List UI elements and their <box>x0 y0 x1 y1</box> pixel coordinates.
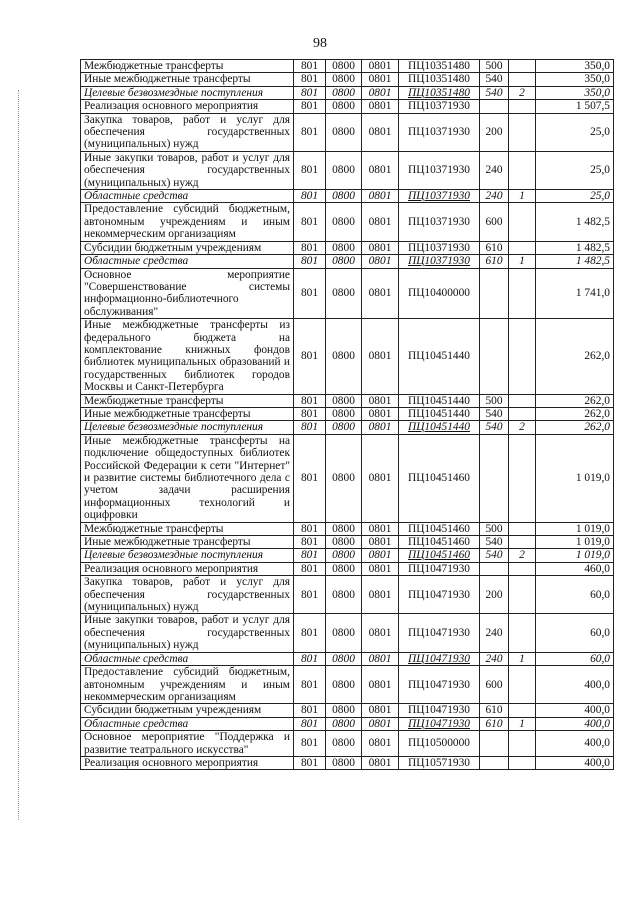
cell-source <box>509 203 536 241</box>
cell-source <box>509 60 536 73</box>
cell-grbs: 801 <box>294 319 326 394</box>
cell-amount: 400,0 <box>536 731 614 757</box>
cell-target-article: ПЦ10351480 <box>399 60 480 73</box>
cell-expense-type <box>480 756 509 769</box>
cell-amount: 25,0 <box>536 113 614 151</box>
cell-target-article: ПЦ10471930 <box>399 666 480 704</box>
cell-source: 2 <box>509 549 536 562</box>
cell-amount: 400,0 <box>536 704 614 717</box>
cell-amount: 1 019,0 <box>536 549 614 562</box>
cell-expense-type: 500 <box>480 60 509 73</box>
cell-grbs: 801 <box>294 536 326 549</box>
cell-amount: 25,0 <box>536 151 614 189</box>
cell-grbs: 801 <box>294 576 326 614</box>
cell-target-article: ПЦ10371930 <box>399 241 480 254</box>
table-row <box>81 394 614 407</box>
cell-grbs: 801 <box>294 434 326 522</box>
cell-amount: 262,0 <box>536 394 614 407</box>
cell-section: 0800 <box>326 241 362 254</box>
cell-grbs: 801 <box>294 100 326 113</box>
cell-subsection: 0801 <box>362 704 399 717</box>
table-row <box>81 190 614 203</box>
cell-subsection: 0801 <box>362 576 399 614</box>
cell-source <box>509 614 536 652</box>
cell-name: Реализация основного мероприятия <box>81 100 294 113</box>
table-row <box>81 100 614 113</box>
cell-name: Иные межбюджетные трансферты <box>81 407 294 420</box>
cell-target-article: ПЦ10351480 <box>399 73 480 86</box>
cell-section: 0800 <box>326 756 362 769</box>
cell-amount: 1 482,5 <box>536 255 614 268</box>
cell-section: 0800 <box>326 614 362 652</box>
cell-target-article: ПЦ10371930 <box>399 190 480 203</box>
cell-name: Межбюджетные трансферты <box>81 60 294 73</box>
cell-grbs: 801 <box>294 731 326 757</box>
cell-expense-type: 610 <box>480 241 509 254</box>
table-row <box>81 241 614 254</box>
table-row <box>81 268 614 319</box>
cell-source: 1 <box>509 255 536 268</box>
cell-amount: 350,0 <box>536 73 614 86</box>
cell-source <box>509 576 536 614</box>
cell-name: Целевые безвозмездные поступления <box>81 421 294 434</box>
cell-section: 0800 <box>326 731 362 757</box>
cell-expense-type: 600 <box>480 666 509 704</box>
cell-target-article: ПЦ10471930 <box>399 704 480 717</box>
cell-source <box>509 434 536 522</box>
cell-target-article: ПЦ10451440 <box>399 407 480 420</box>
cell-grbs: 801 <box>294 652 326 665</box>
cell-name: Реализация основного мероприятия <box>81 756 294 769</box>
cell-name: Субсидии бюджетным учреждениям <box>81 704 294 717</box>
cell-target-article: ПЦ10451440 <box>399 421 480 434</box>
cell-expense-type: 200 <box>480 576 509 614</box>
cell-section: 0800 <box>326 86 362 99</box>
cell-section: 0800 <box>326 319 362 394</box>
cell-expense-type: 610 <box>480 255 509 268</box>
cell-target-article: ПЦ10371930 <box>399 203 480 241</box>
cell-target-article: ПЦ10451440 <box>399 394 480 407</box>
cell-section: 0800 <box>326 190 362 203</box>
table-row <box>81 255 614 268</box>
cell-amount: 400,0 <box>536 717 614 730</box>
cell-amount: 60,0 <box>536 614 614 652</box>
cell-grbs: 801 <box>294 666 326 704</box>
table-row <box>81 549 614 562</box>
cell-name: Предоставление субсидий бюджетным, автономным учреждениям и иным некоммерческим организациям <box>81 203 294 241</box>
cell-subsection: 0801 <box>362 60 399 73</box>
cell-source <box>509 113 536 151</box>
table-row <box>81 576 614 614</box>
cell-subsection: 0801 <box>362 549 399 562</box>
cell-source <box>509 268 536 319</box>
cell-amount: 350,0 <box>536 86 614 99</box>
cell-name: Областные средства <box>81 717 294 730</box>
table-row <box>81 652 614 665</box>
cell-subsection: 0801 <box>362 562 399 575</box>
cell-name: Иные межбюджетные трансферты <box>81 536 294 549</box>
cell-target-article: ПЦ10451460 <box>399 522 480 535</box>
cell-section: 0800 <box>326 60 362 73</box>
table-row <box>81 319 614 394</box>
cell-amount: 400,0 <box>536 756 614 769</box>
cell-grbs: 801 <box>294 421 326 434</box>
cell-subsection: 0801 <box>362 268 399 319</box>
table-row <box>81 151 614 189</box>
table-row <box>81 60 614 73</box>
cell-subsection: 0801 <box>362 190 399 203</box>
cell-grbs: 801 <box>294 549 326 562</box>
cell-source: 1 <box>509 652 536 665</box>
cell-expense-type <box>480 268 509 319</box>
cell-grbs: 801 <box>294 241 326 254</box>
cell-source: 2 <box>509 421 536 434</box>
cell-name: Иные межбюджетные трансферты на подключение общедоступных библиотек Российской Федерации к сети "Интернет" и развитие системы библиотечного дела с учетом задачи расширения информационных технологий и оцифровки <box>81 434 294 522</box>
cell-expense-type: 200 <box>480 113 509 151</box>
cell-amount: 1 019,0 <box>536 536 614 549</box>
cell-section: 0800 <box>326 576 362 614</box>
cell-source <box>509 319 536 394</box>
cell-target-article: ПЦ10451460 <box>399 434 480 522</box>
cell-name: Целевые безвозмездные поступления <box>81 549 294 562</box>
cell-target-article: ПЦ10451440 <box>399 319 480 394</box>
cell-source <box>509 394 536 407</box>
cell-expense-type: 610 <box>480 704 509 717</box>
cell-grbs: 801 <box>294 522 326 535</box>
cell-expense-type: 610 <box>480 717 509 730</box>
cell-subsection: 0801 <box>362 113 399 151</box>
cell-amount: 1 482,5 <box>536 241 614 254</box>
cell-name: Закупка товаров, работ и услуг для обеспечения государственных (муниципальных) нужд <box>81 576 294 614</box>
cell-amount: 25,0 <box>536 190 614 203</box>
cell-target-article: ПЦ10400000 <box>399 268 480 319</box>
cell-grbs: 801 <box>294 113 326 151</box>
cell-name: Межбюджетные трансферты <box>81 522 294 535</box>
cell-grbs: 801 <box>294 562 326 575</box>
table-row <box>81 666 614 704</box>
cell-grbs: 801 <box>294 394 326 407</box>
cell-subsection: 0801 <box>362 73 399 86</box>
cell-amount: 262,0 <box>536 407 614 420</box>
cell-section: 0800 <box>326 434 362 522</box>
cell-expense-type <box>480 100 509 113</box>
cell-name: Иные закупки товаров, работ и услуг для обеспечения государственных (муниципальных) нужд <box>81 614 294 652</box>
binding-margin-line <box>18 90 20 820</box>
cell-section: 0800 <box>326 562 362 575</box>
cell-grbs: 801 <box>294 60 326 73</box>
cell-target-article: ПЦ10371930 <box>399 151 480 189</box>
cell-subsection: 0801 <box>362 434 399 522</box>
cell-source <box>509 241 536 254</box>
cell-section: 0800 <box>326 549 362 562</box>
cell-amount: 262,0 <box>536 421 614 434</box>
cell-name: Иные межбюджетные трансферты <box>81 73 294 86</box>
cell-target-article: ПЦ10471930 <box>399 652 480 665</box>
cell-subsection: 0801 <box>362 652 399 665</box>
cell-name: Субсидии бюджетным учреждениям <box>81 241 294 254</box>
cell-name: Областные средства <box>81 652 294 665</box>
cell-target-article: ПЦ10471930 <box>399 576 480 614</box>
table-row <box>81 407 614 420</box>
cell-amount: 1 482,5 <box>536 203 614 241</box>
cell-source <box>509 731 536 757</box>
cell-source <box>509 522 536 535</box>
cell-subsection: 0801 <box>362 421 399 434</box>
table-row <box>81 73 614 86</box>
cell-source <box>509 756 536 769</box>
cell-grbs: 801 <box>294 704 326 717</box>
cell-section: 0800 <box>326 522 362 535</box>
cell-source <box>509 100 536 113</box>
cell-expense-type: 600 <box>480 203 509 241</box>
budget-table <box>80 59 614 770</box>
cell-subsection: 0801 <box>362 536 399 549</box>
cell-subsection: 0801 <box>362 241 399 254</box>
cell-source: 2 <box>509 86 536 99</box>
cell-grbs: 801 <box>294 73 326 86</box>
cell-expense-type: 540 <box>480 421 509 434</box>
cell-section: 0800 <box>326 717 362 730</box>
cell-subsection: 0801 <box>362 522 399 535</box>
cell-section: 0800 <box>326 73 362 86</box>
cell-expense-type <box>480 562 509 575</box>
cell-expense-type: 540 <box>480 86 509 99</box>
page-number: 98 <box>313 36 327 51</box>
cell-expense-type <box>480 731 509 757</box>
table-row <box>81 562 614 575</box>
cell-grbs: 801 <box>294 151 326 189</box>
cell-source: 1 <box>509 717 536 730</box>
cell-name: Целевые безвозмездные поступления <box>81 86 294 99</box>
cell-section: 0800 <box>326 421 362 434</box>
cell-target-article: ПЦ10451460 <box>399 536 480 549</box>
cell-section: 0800 <box>326 151 362 189</box>
cell-grbs: 801 <box>294 614 326 652</box>
cell-subsection: 0801 <box>362 666 399 704</box>
cell-name: Иные межбюджетные трансферты из федерального бюджета на комплектование книжных фондов библиотек муниципальных образований и государственных библиотек городов Москвы и Санкт-Петербурга <box>81 319 294 394</box>
cell-subsection: 0801 <box>362 319 399 394</box>
cell-section: 0800 <box>326 536 362 549</box>
cell-name: Предоставление субсидий бюджетным, автономным учреждениям и иным некоммерческим организациям <box>81 666 294 704</box>
table-row <box>81 113 614 151</box>
cell-subsection: 0801 <box>362 717 399 730</box>
cell-source <box>509 73 536 86</box>
cell-target-article: ПЦ10351480 <box>399 86 480 99</box>
cell-amount: 1 507,5 <box>536 100 614 113</box>
cell-section: 0800 <box>326 268 362 319</box>
cell-amount: 460,0 <box>536 562 614 575</box>
cell-expense-type: 540 <box>480 549 509 562</box>
table-row <box>81 434 614 522</box>
cell-section: 0800 <box>326 704 362 717</box>
cell-expense-type: 540 <box>480 407 509 420</box>
cell-subsection: 0801 <box>362 203 399 241</box>
cell-source <box>509 562 536 575</box>
cell-target-article: ПЦ10571930 <box>399 756 480 769</box>
cell-source <box>509 704 536 717</box>
cell-source <box>509 407 536 420</box>
cell-grbs: 801 <box>294 407 326 420</box>
cell-grbs: 801 <box>294 86 326 99</box>
cell-target-article: ПЦ10471930 <box>399 562 480 575</box>
cell-expense-type: 540 <box>480 536 509 549</box>
cell-expense-type: 240 <box>480 652 509 665</box>
cell-source <box>509 666 536 704</box>
cell-expense-type: 240 <box>480 614 509 652</box>
cell-expense-type: 240 <box>480 151 509 189</box>
cell-target-article: ПЦ10500000 <box>399 731 480 757</box>
cell-section: 0800 <box>326 203 362 241</box>
cell-expense-type <box>480 319 509 394</box>
cell-target-article: ПЦ10371930 <box>399 100 480 113</box>
cell-amount: 1 741,0 <box>536 268 614 319</box>
cell-section: 0800 <box>326 113 362 151</box>
cell-amount: 60,0 <box>536 576 614 614</box>
cell-target-article: ПЦ10451460 <box>399 549 480 562</box>
cell-section: 0800 <box>326 666 362 704</box>
cell-grbs: 801 <box>294 203 326 241</box>
cell-subsection: 0801 <box>362 614 399 652</box>
table-row <box>81 731 614 757</box>
cell-grbs: 801 <box>294 717 326 730</box>
cell-expense-type: 500 <box>480 522 509 535</box>
table-row <box>81 536 614 549</box>
cell-name: Основное мероприятие "Совершенствование системы информационно-библиотечного обслуживания" <box>81 268 294 319</box>
table-row <box>81 522 614 535</box>
cell-subsection: 0801 <box>362 394 399 407</box>
table-row <box>81 717 614 730</box>
cell-subsection: 0801 <box>362 407 399 420</box>
cell-source <box>509 151 536 189</box>
cell-source <box>509 536 536 549</box>
table-row <box>81 704 614 717</box>
cell-subsection: 0801 <box>362 86 399 99</box>
cell-name: Иные закупки товаров, работ и услуг для обеспечения государственных (муниципальных) нужд <box>81 151 294 189</box>
cell-amount: 350,0 <box>536 60 614 73</box>
cell-target-article: ПЦ10471930 <box>399 614 480 652</box>
table-row <box>81 421 614 434</box>
cell-section: 0800 <box>326 652 362 665</box>
cell-grbs: 801 <box>294 756 326 769</box>
cell-subsection: 0801 <box>362 756 399 769</box>
cell-amount: 60,0 <box>536 652 614 665</box>
cell-section: 0800 <box>326 407 362 420</box>
cell-grbs: 801 <box>294 268 326 319</box>
cell-name: Закупка товаров, работ и услуг для обеспечения государственных (муниципальных) нужд <box>81 113 294 151</box>
cell-name: Областные средства <box>81 190 294 203</box>
cell-name: Межбюджетные трансферты <box>81 394 294 407</box>
cell-section: 0800 <box>326 100 362 113</box>
cell-expense-type: 500 <box>480 394 509 407</box>
table-row <box>81 614 614 652</box>
table-row <box>81 203 614 241</box>
cell-grbs: 801 <box>294 190 326 203</box>
cell-target-article: ПЦ10371930 <box>399 255 480 268</box>
cell-amount: 1 019,0 <box>536 434 614 522</box>
cell-name: Основное мероприятие "Поддержка и развитие театрального искусства" <box>81 731 294 757</box>
cell-expense-type: 540 <box>480 73 509 86</box>
cell-grbs: 801 <box>294 255 326 268</box>
table-row <box>81 86 614 99</box>
cell-expense-type <box>480 434 509 522</box>
cell-source: 1 <box>509 190 536 203</box>
cell-target-article: ПЦ10371930 <box>399 113 480 151</box>
cell-amount: 262,0 <box>536 319 614 394</box>
cell-name: Реализация основного мероприятия <box>81 562 294 575</box>
cell-section: 0800 <box>326 394 362 407</box>
cell-subsection: 0801 <box>362 255 399 268</box>
table-row <box>81 756 614 769</box>
cell-subsection: 0801 <box>362 100 399 113</box>
cell-subsection: 0801 <box>362 151 399 189</box>
cell-target-article: ПЦ10471930 <box>399 717 480 730</box>
cell-name: Областные средства <box>81 255 294 268</box>
cell-section: 0800 <box>326 255 362 268</box>
table-body <box>81 60 614 770</box>
cell-amount: 400,0 <box>536 666 614 704</box>
cell-subsection: 0801 <box>362 731 399 757</box>
cell-amount: 1 019,0 <box>536 522 614 535</box>
cell-expense-type: 240 <box>480 190 509 203</box>
